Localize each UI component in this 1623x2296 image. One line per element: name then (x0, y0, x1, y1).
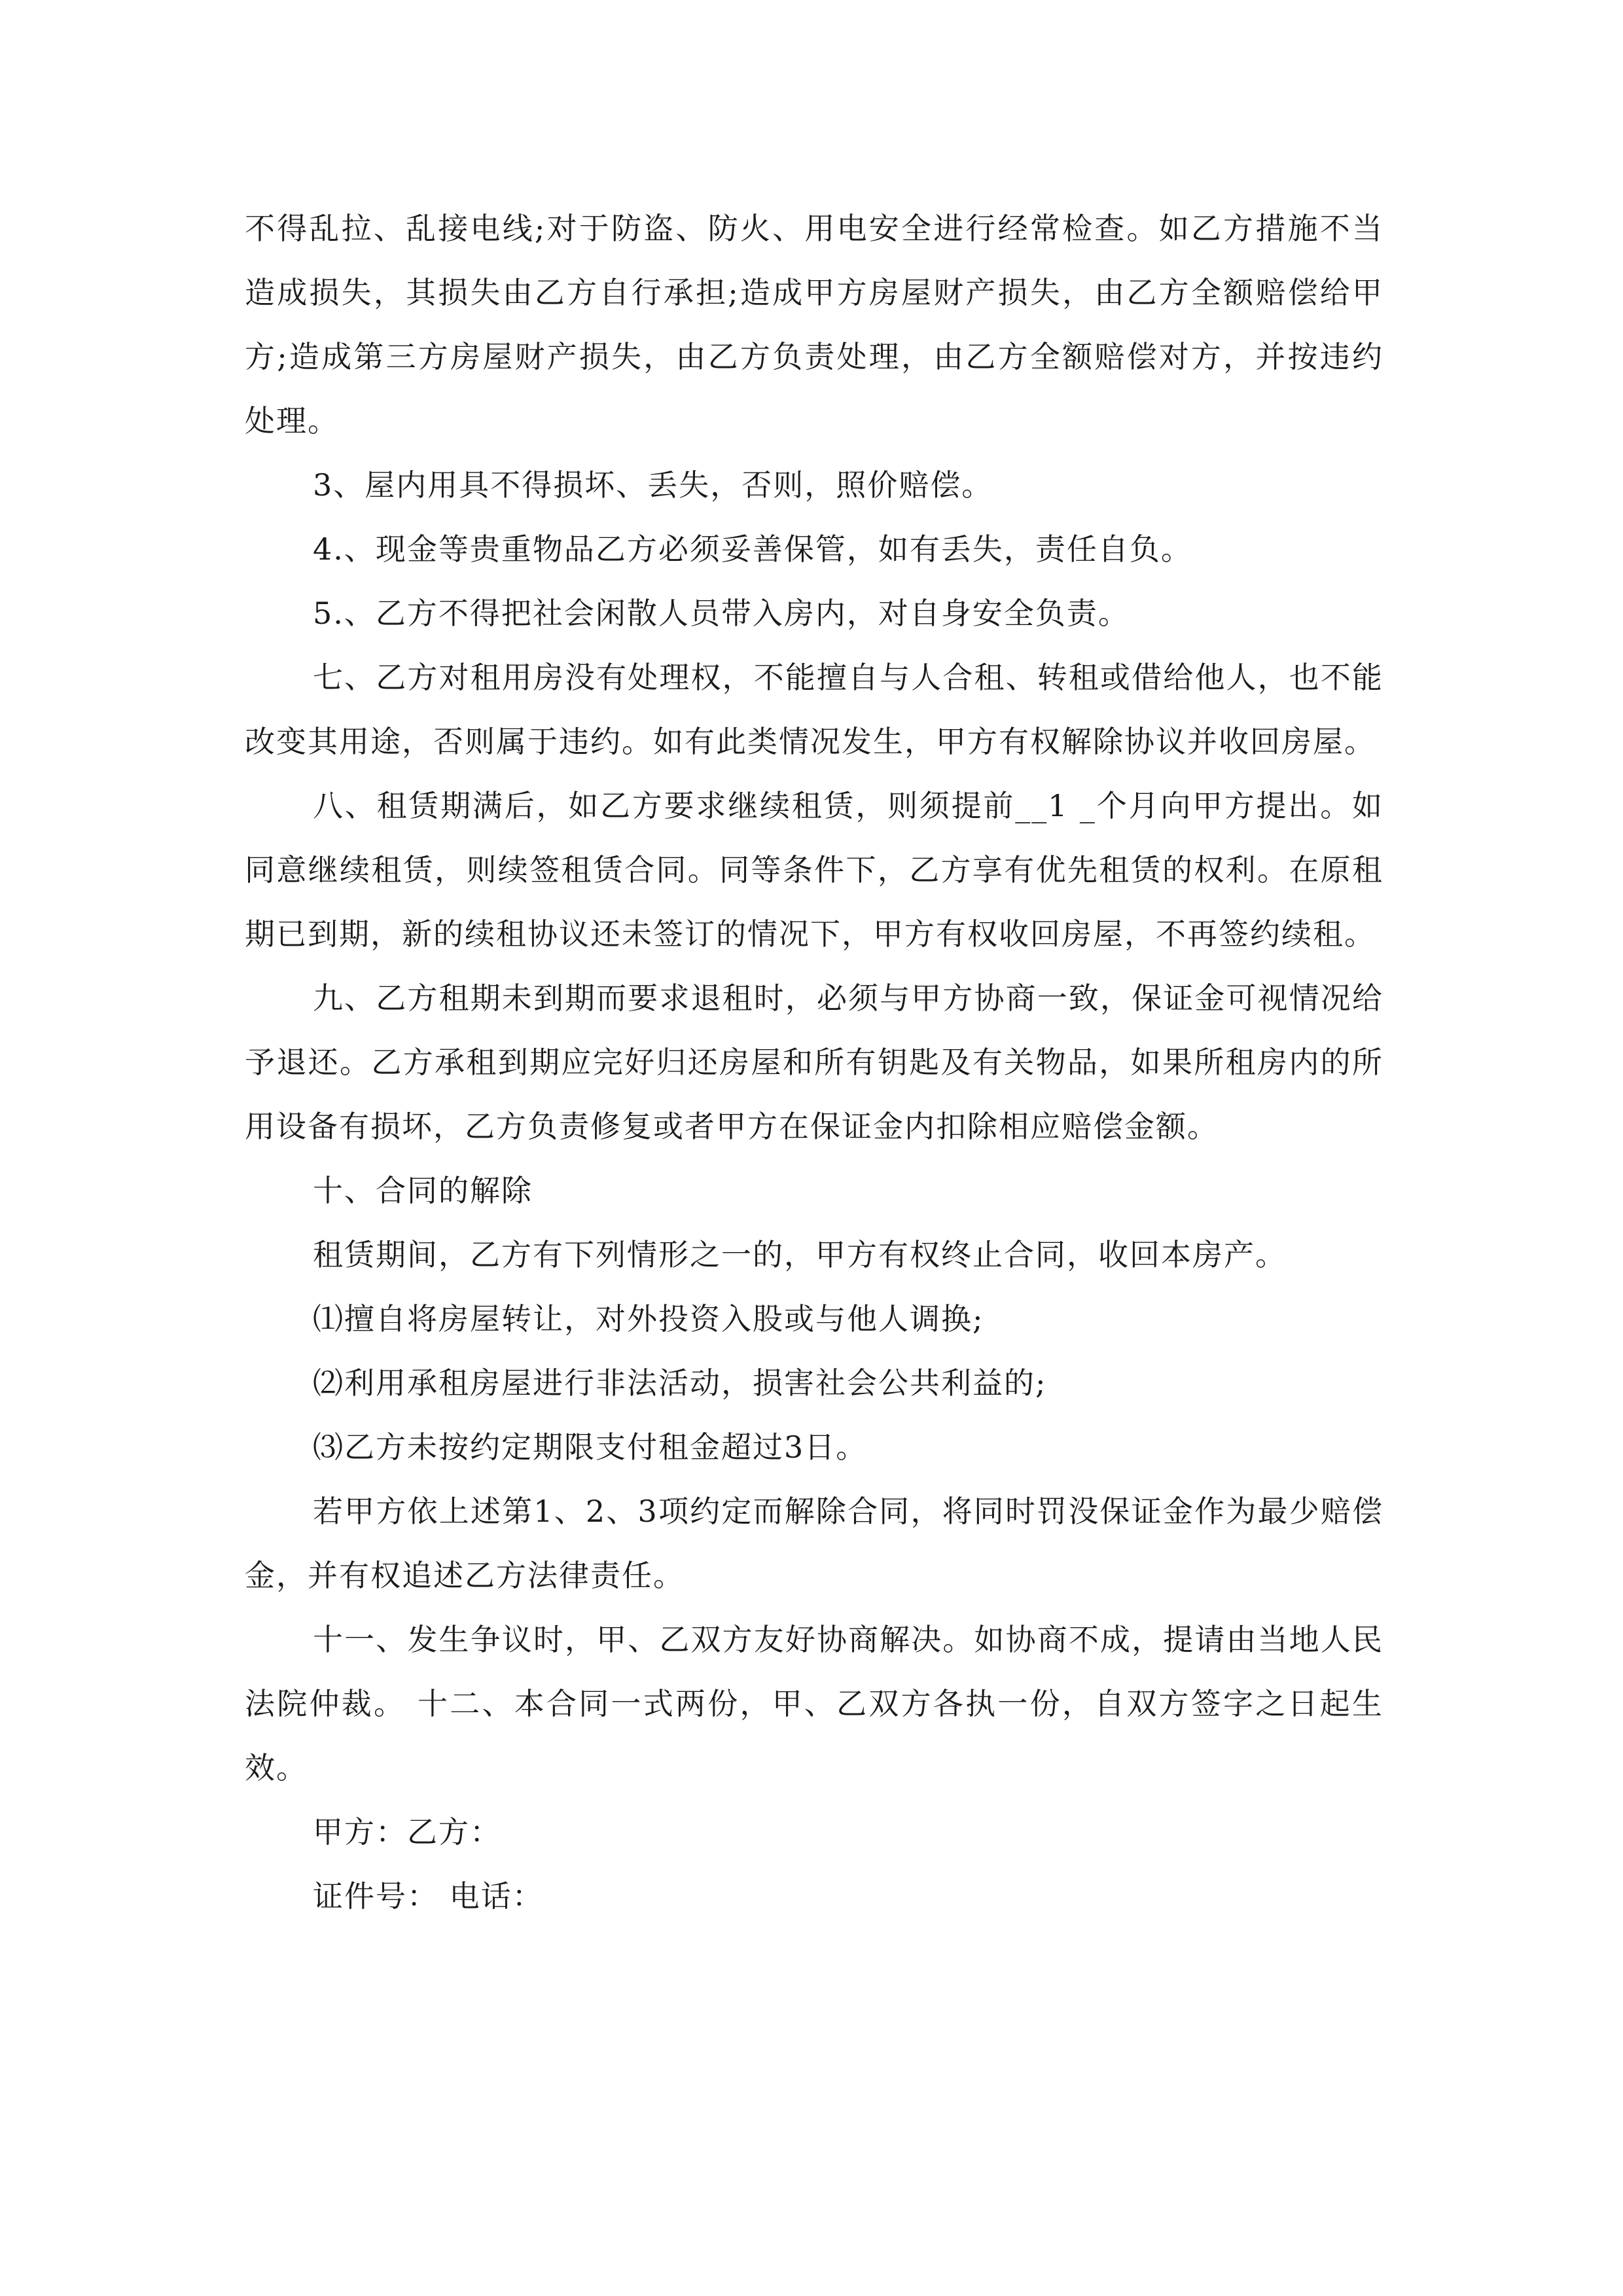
document-body (245, 196, 1383, 1928)
signature-id-phone: 证件号： 电话： (313, 1878, 544, 1914)
paragraph-clause-eight: 八、租赁期满后，如乙方要求继续租赁，则须提前__1 _个月向甲方提出。如同意继续租赁，则续签租赁合同。同等条件下，乙方享有优先租赁的权利。在原租期已到期，新的续租协议还未签订的情况下，甲方有权收回房屋，不再签约续租。 (245, 788, 1383, 952)
paragraph-item-3: 3、屋内用具不得损坏、丢失，否则，照价赔偿。 (313, 467, 993, 503)
paragraph-item-5: 5.、乙方不得把社会闲散人员带入房内，对自身安全负责。 (313, 596, 1130, 631)
paragraph-clause-eleven-twelve: 十一、发生争议时，甲、乙双方友好协商解决。如协商不成，提请由当地人民法院仲裁。 十二、本合同一式两份，甲、乙双方各执一份，自双方签字之日起生效。 (245, 1622, 1383, 1785)
clause-ten-penalty: 若甲方依上述第1、2、3项约定而解除合同，将同时罚没保证金作为最少赔偿金，并有权追述乙方法律责任。 (245, 1494, 1383, 1593)
paragraph-clause-seven: 七、乙方对租用房没有处理权，不能擅自与人合租、转租或借给他人，也不能改变其用途，否则属于违约。如有此类情况发生，甲方有权解除协议并收回房屋。 (245, 660, 1383, 759)
paragraph-continued: 不得乱拉、乱接电线;对于防盗、防火、用电安全进行经常检查。如乙方措施不当造成损失，其损失由乙方自行承担;造成甲方房屋财产损失，由乙方全额赔偿给甲方;造成第三方房屋财产损失，由乙方负责处理，由乙方全额赔偿对方，并按违约处理。 (245, 211, 1383, 439)
clause-ten-case-3: ⑶乙方未按约定期限支付租金超过3日。 (313, 1429, 868, 1465)
paragraph-item-4: 4.、现金等贵重物品乙方必须妥善保管，如有丢失，责任自负。 (313, 531, 1192, 567)
clause-ten-heading: 十、合同的解除 (313, 1173, 533, 1208)
paragraph-clause-nine: 九、乙方租期未到期而要求退租时，必须与甲方协商一致，保证金可视情况给予退还。乙方承租到期应完好归还房屋和所有钥匙及有关物品，如果所租房内的所用设备有损坏，乙方负责修复或者甲方在保证金内扣除相应赔偿金额。 (245, 980, 1383, 1144)
signature-parties: 甲方：乙方： (313, 1814, 501, 1850)
clause-ten-case-1: ⑴擅自将房屋转让，对外投资入股或与他人调换; (313, 1301, 984, 1336)
clause-ten-case-2: ⑵利用承租房屋进行非法活动，损害社会公共利益的; (313, 1365, 1047, 1401)
clause-ten-intro: 租赁期间，乙方有下列情形之一的，甲方有权终止合同，收回本房产。 (313, 1237, 1287, 1272)
